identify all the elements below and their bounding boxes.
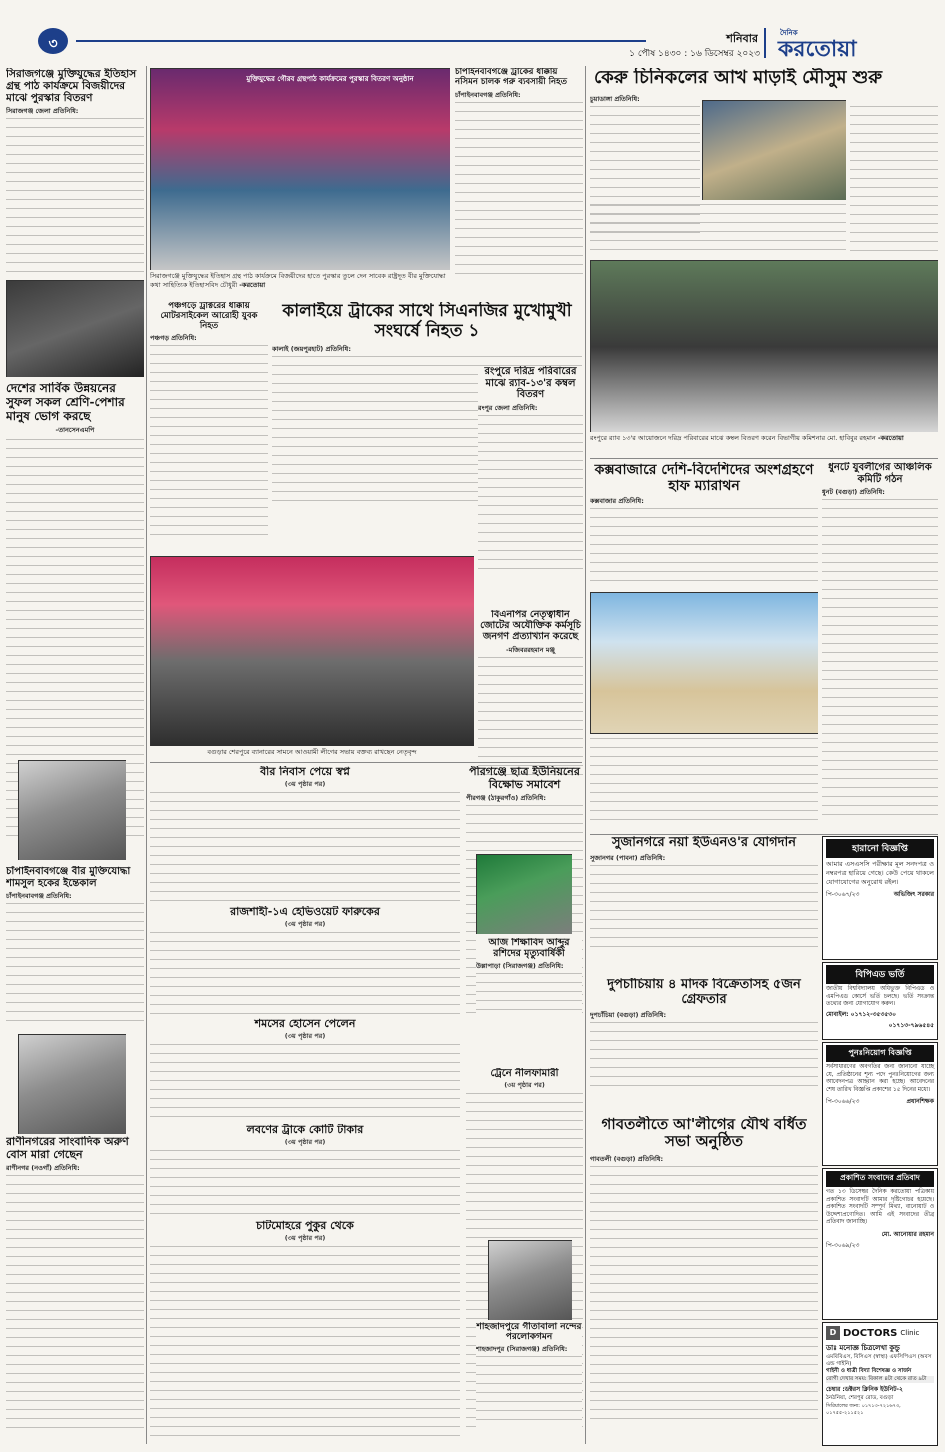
headline: গাবতলীতে আ'লীগের যৌথ বর্ধিত সভা অনুষ্ঠিত (601, 1116, 807, 1151)
dateline: চুয়াডাঙ্গা প্রতিনিধি: (590, 94, 640, 103)
continuation: (৩য় পৃষ্ঠার পর) (284, 779, 326, 788)
story-shamsul (150, 1018, 460, 1122)
article-body-2 (590, 738, 818, 828)
event-photo (150, 68, 450, 270)
rab-caption (590, 434, 938, 454)
story-panchagarh (150, 302, 268, 552)
dateline: সিরাজগঞ্জ জেলা প্রতিনিধি: (6, 107, 79, 116)
headline: ধুনটে যুবলীগের আঞ্চলিক কমিটি গঠন (828, 462, 932, 485)
portrait-photo (6, 280, 144, 377)
headline: পীরগঞ্জে ছাত্র ইউনিয়নের বিক্ষোভ সমাবেশ (469, 766, 580, 791)
caption-credit: -করতোয়া (239, 280, 266, 289)
headline: সুজানগরে নয়া ইউএনও'র যোগদান (611, 836, 797, 850)
story-rangpur (478, 366, 583, 606)
headline: রাণীনগরের সাংবাদিক অরুণ বোস মারা গেছেন (6, 1136, 129, 1161)
dateline: কালাই (জয়পুরহাট) প্রতিনিধি: (272, 345, 351, 354)
dateline: গাবতলী (বগুড়া) প্রতিনিধি: (590, 1154, 664, 1163)
dateline: সুজানগর (পাবনা) প্রতিনিধি: (590, 853, 666, 862)
sugar-photo (702, 100, 846, 200)
dateline: রাণীনগর (নওগাঁ) প্রতিনিধি: (6, 1164, 80, 1173)
paper-prefix: দৈনিক (780, 29, 798, 37)
ad-title: পুনঃনিয়োগ বিজ্ঞপ্তি (826, 1045, 934, 1062)
masthead-day: শনিবার (726, 32, 758, 45)
article-body (590, 508, 818, 588)
marathon-photo (590, 592, 818, 734)
section-rule (150, 762, 582, 763)
ad-body: জাতীয় বিশ্ববিদ্যালয় অধিভুক্ত বিপিএড ও এমপিএড কোর্সে ভর্তি চলছে। ভর্তি সংক্রান্ত তথ্যের জন্য যোগাযোগ করুন। (826, 986, 934, 1007)
paper-logo-icon (764, 28, 914, 58)
article-body (6, 1175, 144, 1435)
ad-code: পি-৩০৬৬/২৩ (826, 1098, 860, 1105)
headline: কালাইয়ে ট্রাকের সাথে সিএনজির মুখোমুখী সংঘর্ষে নিহত ১ (282, 302, 572, 341)
dateline: শাহজাদপুর (সিরাজগঞ্জ) প্রতিনিধি: (476, 1344, 568, 1353)
ad-sign: মো. আনোয়ার রহমান (881, 1230, 934, 1238)
sugar-photo-image (702, 100, 846, 200)
doctor-address: ঠনঠনিয়া, শেরপুর রোড, বগুড়া (826, 1395, 894, 1401)
story-bir-nibash (150, 766, 460, 904)
headline: দুপচাঁচিয়ায় ৪ মাদক বিক্রেতাসহ ৫জন গ্রেফতার (607, 978, 801, 1007)
ad-title: বিপিএড ভর্তি (826, 965, 934, 984)
ad-code: পি-৩০৬৭/২৩ (826, 891, 860, 898)
story-gabtoli (590, 1116, 818, 1446)
article-body (478, 415, 583, 575)
ad-sign: অভিজিৎ সরকার (893, 891, 934, 898)
headline: বীর নিবাস পেয়ে স্বপ্ন (260, 766, 350, 778)
journalist-portrait (18, 1034, 126, 1134)
ad-body: গত ১৩ ডিসেম্বর দৈনিক করতোয়া পত্রিকায় প্রকাশিত সংবাদটি আমার দৃষ্টিগোচর হয়েছে। প্রকাশিত সংবাদটি সম্পূর্ণ মিথ্যা, বানোয়াট ও উদ্দেশ্যপ্রণোদিত। আমি এই সংবাদের তীব্র প্রতিবাদ জানাচ্ছি। (826, 1189, 934, 1225)
page-logo-icon (38, 28, 68, 54)
byline: -তানসেনএমপি (55, 426, 95, 435)
continuation: (৩য় পৃষ্ঠার পর) (284, 919, 326, 928)
rab-photo-image (590, 260, 938, 432)
continuation: (৩য় পৃষ্ঠার পর) (284, 1233, 326, 1242)
mp-portrait (6, 280, 144, 377)
sirajganj-caption (150, 272, 450, 298)
headline: রাজশাহী-১এ হেভিওয়েট ফারুকের (230, 906, 380, 918)
dateline: কক্সবাজার প্রতিনিধি: (590, 497, 644, 506)
story-uno (590, 836, 818, 976)
story-drug (590, 978, 818, 1114)
teacher-portrait (476, 854, 572, 934)
story-jubo (822, 462, 938, 832)
dateline: দুপচাঁচিয়া (বগুড়া) প্রতিনিধি: (590, 1010, 667, 1019)
ad-footer (826, 889, 934, 900)
headline: রংপুরে দরিদ্র পরিবারের মাঝে র‌্যাব-১৩'র কম্বল বিতরণ (484, 366, 577, 400)
story-marathon (590, 462, 818, 832)
headline: পঞ্চগড়ে ট্রাক্টরের ধাক্কায় মোটরসাইকেল আরোহী যুবক নিহত (160, 302, 258, 331)
ad-lost (822, 836, 938, 960)
headline: দেশের সার্বিক উন্নয়নের সুফল সকল শ্রেণি-পেশার মানুষ ভোগ করছে (6, 382, 125, 423)
story-rajshahi (150, 906, 460, 1016)
ad-sign: প্রধানশিক্ষক (906, 1098, 934, 1105)
shahzadpur-portrait (488, 1240, 572, 1320)
caption-text: সিরাজগঞ্জে মুক্তিযুদ্ধের ইতিহাস গ্রন্থ পাঠ কার্যক্রমে বিজয়ীদের হাতে পুরস্কার তুলে দেন সাবেক রাষ্ট্রদূত বীর মুক্তিযোদ্ধা কথা সাহিত্যিক ইতিহাসবিদ চৌধুরী (150, 272, 446, 289)
ad-body: আমার এসএসসি পরীক্ষার মূল সনদপত্র ও নম্বরপত্র হারিয়ে গেছে। কেউ পেয়ে থাকলে যোগাযোগের অনুরোধ রইল। (826, 860, 934, 886)
headline: কেরু চিনিকলের আখ মাড়াই মৌসুম শুরু (594, 68, 883, 88)
headline: লবণের ট্রাকে কোটি টাকার (246, 1124, 364, 1136)
ad-recruit (822, 1042, 938, 1166)
awami-caption: বগুড়ার শেরপুরে ব্যানারের সামনে আওয়ামী লীগের সভায় বক্তব্য রাখছেন নেতৃবৃন্দ (207, 748, 417, 756)
teacher-story (476, 938, 582, 1066)
ad-title: প্রকাশিত সংবাদের প্রতিবাদ (826, 1171, 934, 1187)
column-rule (585, 66, 586, 1444)
masthead (0, 0, 945, 62)
headline: আজ শিক্ষাবিদ আব্দুর রশিদের মৃত্যুবার্ষিকী (488, 938, 570, 959)
dateline: চাঁপাইনবাবগঞ্জ প্রতিনিধি: (455, 90, 521, 99)
awami-photo (150, 556, 474, 746)
paper-name: করতোয়া (778, 36, 857, 58)
headline: শমসের হোসেন পেলেন (254, 1018, 356, 1030)
ad-brand-sub: Clinic (900, 1329, 920, 1337)
article-body (822, 499, 938, 819)
photo-banner-text: মুক্তিযুদ্ধের গৌরব গ্রন্থপাঠ কার্যক্রমের পুরস্কার বিতরণ অনুষ্ঠান (246, 75, 414, 83)
ad-footer (826, 1096, 934, 1107)
article-body (6, 903, 144, 1023)
headline: বিএনপির নেতৃত্বাধীন জোটের অযৌক্তিক কর্মসূচি জনগণ প্রত্যাখ্যান করেছে (480, 610, 581, 642)
headline: শাহজাদপুরে গীতাবালা নন্দের পরলোকগমন (476, 1322, 582, 1343)
section-rule (590, 458, 938, 459)
sugar-body-right (850, 106, 938, 256)
article-body (455, 102, 583, 282)
ad-brand: DOCTORS (843, 1327, 898, 1339)
portrait-photo (18, 760, 126, 860)
doctor-ad (822, 1322, 938, 1446)
dateline: পীরগঞ্জ (ঠাকুরগাঁও) প্রতিনিধি: (466, 794, 546, 803)
article-body (150, 345, 268, 535)
headline: কক্সবাজারে দেশি-বিদেশিদের অংশগ্রহণে হাফ ম্যারাথন (594, 462, 814, 495)
column-rule (146, 66, 147, 1444)
ad-code: পি-৩০৬৯/২৩ (826, 1241, 860, 1249)
fighter-portrait (18, 760, 126, 860)
article-body (478, 657, 583, 777)
shahzadpur-story (476, 1322, 582, 1446)
article-body (590, 1022, 818, 1092)
doctors-logo-icon: D DOCTORS Clinic (826, 1326, 934, 1340)
headline: সিরাজগঞ্জে মুক্তিযুদ্ধের ইতিহাস গ্রন্থ পাঠ কার্যক্রমে বিজয়ীদের মাঝে পুরস্কার বিতরণ (6, 68, 137, 105)
article-body (590, 865, 818, 955)
ad-protest (822, 1168, 938, 1320)
ad-body: সর্বসাধারণের অবগতির জন্য জানানো যাচ্ছে যে, প্রতিষ্ঠানের শূন্য পদে পুনঃনিয়োগের জন্য আবেদনপত্র আহ্বান করা হচ্ছে। আবেদনের শেষ তারিখ বিজ্ঞপ্তি প্রকাশের ১৫ দিনের মধ্যে। (826, 1064, 934, 1093)
page-number: ৩ (48, 36, 58, 52)
article-body (150, 1044, 460, 1120)
portrait-photo (476, 854, 572, 934)
ad-title: হারানো বিজ্ঞপ্তি (826, 839, 934, 858)
headline: চাঁপাইনবাবগঞ্জে বীর মুক্তিযোদ্ধা শামসুল হকের ইন্তেকাল (6, 866, 131, 889)
caption-credit: -করতোয়া (877, 434, 904, 442)
story-salt (150, 1124, 460, 1218)
story-chapai-truck (455, 68, 583, 314)
doctor-hours: রোগী দেখার সময়: বিকাল ৪টা থেকে রাত ৯টা (826, 1376, 934, 1383)
continuation: (৩য় পৃষ্ঠার পর) (504, 1080, 545, 1089)
article-body (590, 1166, 818, 1426)
doctor-name: ডাঃ মনোজ্ঞ চিত্রলেখা কুন্ডু (826, 1344, 900, 1352)
masthead-date: ১ পৌষ ১৪৩০ : ১৬ ডিসেম্বর ২০২৩ (629, 49, 760, 59)
story-raninagar (6, 1136, 144, 1446)
section-rule (590, 834, 938, 835)
article-body (150, 1246, 460, 1436)
dateline: চাঁপাইনবাবগঞ্জ প্রতিনিধি: (6, 892, 72, 900)
article-body (476, 973, 582, 1013)
portrait-photo (18, 1034, 126, 1134)
continuation: (৩য় পৃষ্ঠার পর) (284, 1137, 326, 1146)
article-body (150, 1150, 460, 1216)
rab-photo (590, 260, 938, 432)
dateline: ধুনট (বগুড়া) প্রতিনিধি: (822, 488, 885, 496)
headline: চাঁপাইনবাবগঞ্জে ট্রাকের ধাক্কায় নসিমন চালক গরু ব্যবসায়ী নিহত (455, 68, 567, 87)
event-photo (150, 556, 474, 746)
dateline: রংপুর জেলা প্রতিনিধি: (478, 403, 538, 412)
byline: -মজিবররহমান মঞ্জু (506, 645, 555, 654)
article-body (476, 1356, 582, 1426)
sirajganj-photo (150, 68, 450, 270)
dateline: উল্লাপাড়া (সিরাজগঞ্জ) প্রতিনিধি: (476, 961, 564, 970)
doctor-serial: সিরিয়ালের জন্য: ০১৭১৩-৭২১৬৭৩, ০১৭৫৫-২১১৫২১ (826, 1403, 901, 1416)
caption-text: রংপুরে র‌্যাব ১৩'র আয়োজনে দরিদ্র পরিবারের মাঝে কম্বল বিতরণ করেন বিভাগীয় কমিশনার মো. হাবিবুর রহমান (590, 434, 876, 442)
headline: ট্রেনে নীলফামারী (490, 1068, 559, 1079)
continuation: (৩য় পৃষ্ঠার পর) (284, 1031, 326, 1040)
ad-phone-2: ০১৭১৩-৭৯৬৫৪৫ (888, 1021, 934, 1029)
ad-phone: মোবাইল: ০১৭১২-৩৫৩৫৩০ (826, 1010, 897, 1018)
dateline: পঞ্চগড় প্রতিনিধি: (150, 334, 197, 343)
story-chatmohar (150, 1220, 460, 1446)
masthead-rule (76, 40, 646, 42)
portrait-photo (488, 1240, 572, 1320)
headline: চাটমোহরে পুকুর থেকে (256, 1220, 354, 1232)
ad-bped (822, 962, 938, 1040)
doctor-chamber: চেম্বার :ডক্টরস ক্লিনিক ইউনিট-২ (826, 1386, 903, 1393)
sugar-body-bottom (590, 204, 846, 256)
article-body (150, 932, 460, 1014)
article-body (150, 792, 460, 902)
doctor-degrees: এমবিবিএস, বিসিএস (স্বাস্থ্য) এফসিপিএস (অবস এন্ড গাইনি) (826, 1354, 932, 1367)
doctor-specialty: গাইনী ও ধাত্রী বিদ্যা বিশেষজ্ঞ ও সার্জন (826, 1368, 912, 1374)
